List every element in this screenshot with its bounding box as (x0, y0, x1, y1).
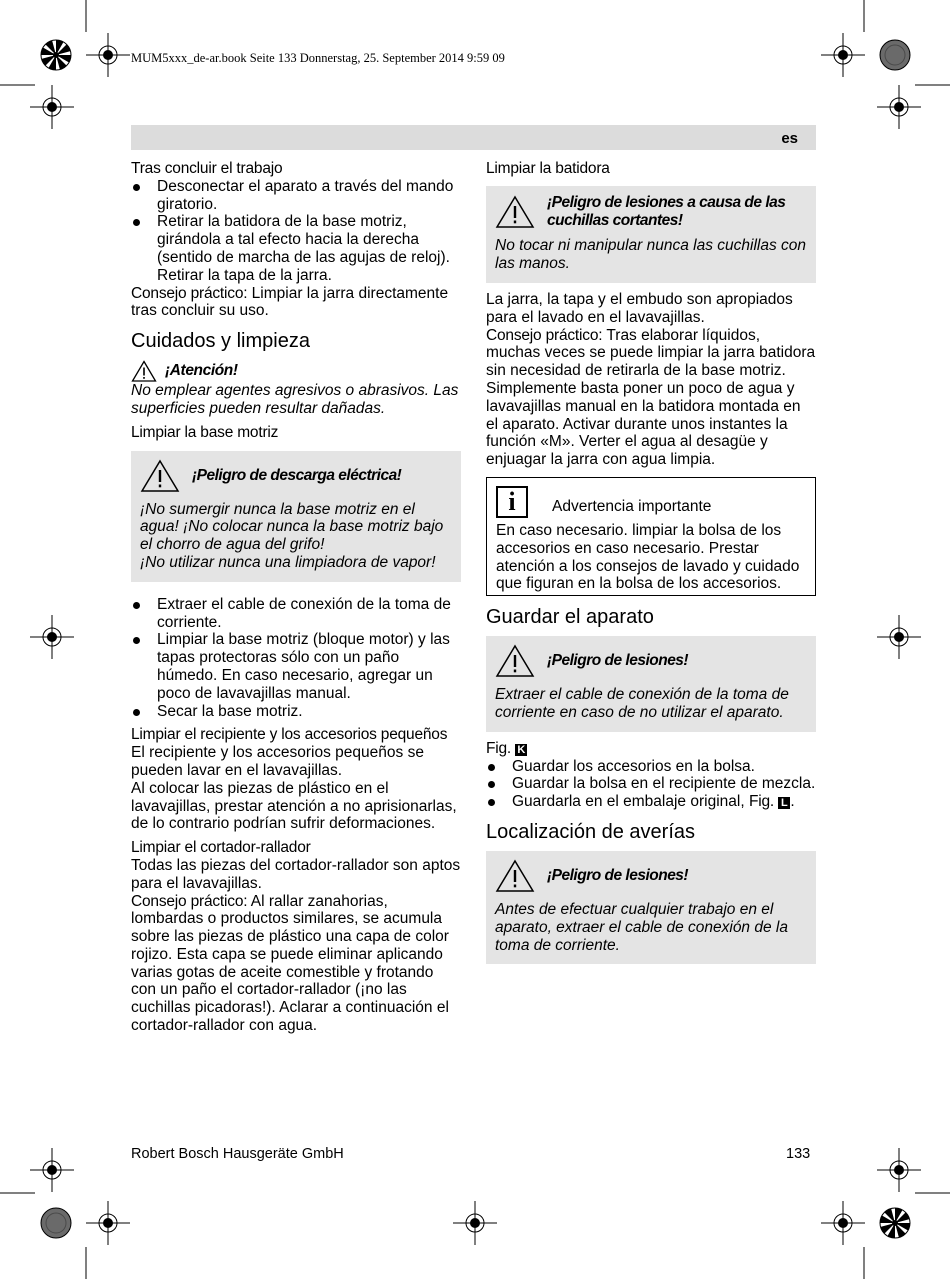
tip-label: Consejo práctico: (131, 284, 248, 302)
paragraph: La jarra, la tapa y el embudo son apropiados para el lavado en el lavavajillas. (486, 290, 793, 326)
warning-text: No tocar ni manipular nunca las cuchillas con las manos. (495, 237, 807, 273)
language-tab: es (781, 130, 798, 147)
note-text: En caso necesario. limpiar la bolsa de los accesorios en caso necesario. Prestar atención a los consejos de lavado y cuidado que figuran en la bolsa de los accesorios. (496, 521, 800, 593)
list-item: Desconectar el aparato a través del mando giratorio. (131, 178, 461, 214)
tip-label: Consejo práctico: (131, 892, 248, 910)
attention-title: ¡Atención! (165, 362, 238, 380)
heading-troubleshooting: Localización de averías (486, 820, 696, 843)
left-column (131, 160, 461, 1035)
list-item: Guardar los accesorios en la bolsa. (486, 758, 816, 776)
warning-box-injury-troubleshooting (486, 851, 816, 964)
attention-block (131, 360, 461, 418)
warning-title: ¡Peligro de lesiones a causa de las cuchillas cortantes! (547, 193, 786, 229)
heading-care-cleaning: Cuidados y limpieza (131, 330, 310, 353)
warning-triangle-icon (495, 859, 535, 893)
list-item: Extraer el cable de conexión de la toma de corriente. (131, 596, 461, 632)
heading-store-appliance: Guardar el aparato (486, 606, 654, 629)
bullet-list (131, 596, 461, 721)
paragraph: Todas las piezas del cortador-rallador son aptos para el lavavajillas. (131, 856, 461, 892)
tip-label: Consejo práctico: (486, 326, 603, 344)
fig-label: Fig. (486, 739, 512, 757)
attention-text: No emplear agentes agresivos o abrasivos. Las superficies pueden resultar dañadas. (131, 382, 459, 417)
warning-text: ¡No utilizar nunca una limpiadora de vapor! (140, 553, 436, 571)
section-heading: Tras concluir el trabajo (131, 160, 283, 177)
fig-label: Fig. (748, 793, 774, 811)
footer-company: Robert Bosch Hausgeräte GmbH (131, 1146, 344, 1162)
punctuation: . (790, 793, 795, 811)
warning-triangle-icon (140, 459, 180, 493)
figure-key-k: K (515, 744, 527, 756)
warning-box-injury (486, 636, 816, 732)
warning-title: ¡Peligro de lesiones! (547, 867, 689, 885)
tip-paragraph (131, 285, 461, 321)
important-note-box (486, 477, 816, 596)
warning-triangle-icon (131, 360, 157, 382)
figure-key-l: L (778, 797, 790, 809)
warning-title: ¡Peligro de descarga eléctrica! (192, 466, 402, 484)
tip-text: Limpiar la jarra directamente tras concluir su uso. (131, 284, 449, 320)
figure-reference (486, 740, 816, 758)
right-column (486, 160, 816, 972)
section-heading: Limpiar la base motriz (131, 423, 279, 441)
list-item (486, 793, 816, 811)
section-heading: Limpiar el cortador-rallador (131, 839, 311, 857)
list-item: Secar la base motriz. (131, 703, 461, 721)
tip-text: Tras elaborar líquidos, muchas veces se puede limpiar la jarra batidora sin necesidad de retirarla de la base motriz. Simplemente basta poner un poco de agua y lavavajillas manual en la batidora montada en el aparato. Activar durante unos instantes la función «M». Verter el agua al desagüe y enjuagar la jarra con agua limpia. (486, 326, 816, 469)
warning-box-electric-shock (131, 451, 461, 582)
warning-triangle-icon (495, 195, 535, 229)
list-item: Limpiar la base motriz (bloque motor) y las tapas protectoras sólo con un paño húmedo. En caso necesario, agregar un poco de lavavajillas manual. (131, 631, 461, 702)
tip-paragraph (131, 893, 461, 1035)
warning-text: ¡No sumergir nunca la base motriz en el agua! ¡No colocar nunca la base motriz bajo el chorro de agua del grifo! (140, 500, 444, 554)
note-title: Advertencia importante (552, 498, 712, 516)
warning-text: Extraer el cable de conexión de la toma de corriente en caso de no utilizar el aparato. (495, 686, 789, 721)
warning-box-blades (486, 186, 816, 283)
section-heading: Limpiar la batidora (486, 160, 610, 177)
paragraph: Al colocar las piezas de plástico en el lavavajillas, prestar atención a no aprisionarlas, de lo contrario podrían sufrir deformaciones. (131, 779, 457, 833)
info-icon: i (496, 486, 528, 518)
warning-text: Antes de efectuar cualquier trabajo en el aparato, extraer el cable de conexión de la toma de corriente. (495, 900, 788, 954)
list-item: Guardar la bolsa en el recipiente de mezcla. (486, 775, 816, 793)
paragraph: El recipiente y los accesorios pequeños se pueden lavar en el lavavajillas. (131, 744, 424, 779)
list-item: Retirar la batidora de la base motriz, girándola a tal efecto hacia la derecha (sentido de marcha de las agujas de reloj). Retirar la tapa de la jarra. (131, 213, 461, 284)
tip-text: Al rallar zanahorias, lombardas o productos similares, se acumula sobre las piezas de plástico una capa de color rojizo. Esta capa se puede eliminar aplicando varias gotas de aceite comestible y frotando con un paño el cortador-rallador (¡no las cuchillas picadoras!). Aclarar a continuación el cortador-rallador con agua. (131, 892, 449, 1035)
page-number: 133 (786, 1146, 811, 1162)
language-tab-bar (131, 125, 816, 150)
list-item-text: Guardarla en el embalaje original, (512, 793, 749, 811)
warning-triangle-icon (495, 644, 535, 678)
bullet-list (131, 178, 461, 285)
warning-title: ¡Peligro de lesiones! (547, 652, 689, 670)
section-heading: Limpiar el recipiente y los accesorios pequeños (131, 726, 448, 744)
bullet-list (486, 758, 816, 811)
tip-paragraph (486, 327, 816, 469)
running-header: MUM5xxx_de-ar.book Seite 133 Donnerstag, 25. September 2014 9:59 09 (131, 51, 505, 65)
